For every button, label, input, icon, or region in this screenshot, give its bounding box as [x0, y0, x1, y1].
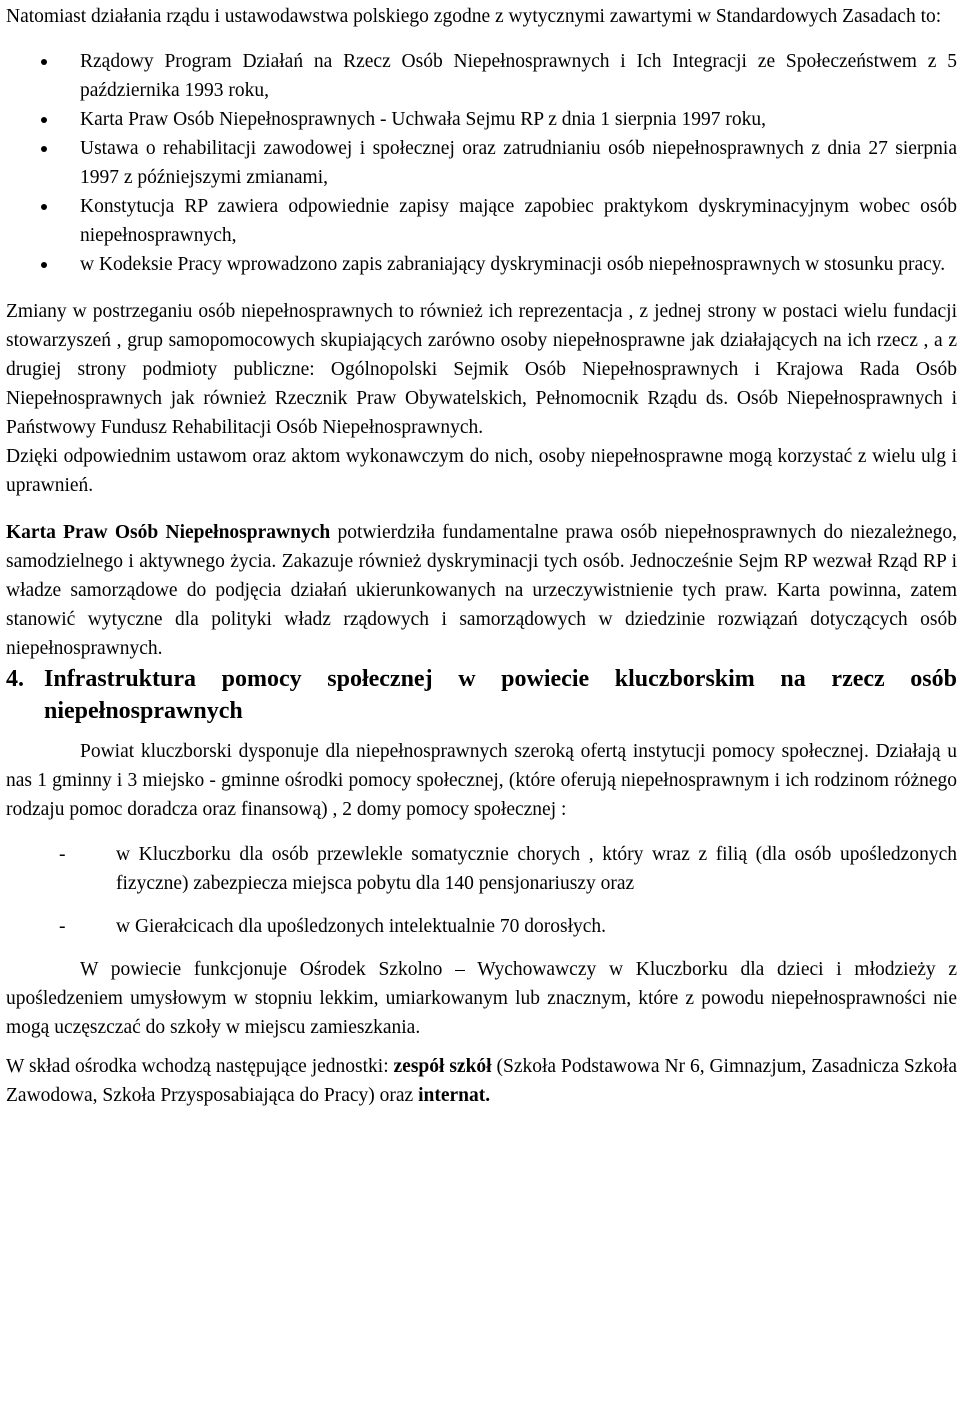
paragraph-changes: Zmiany w postrzeganiu osób niepełnosprawnych to również ich reprezentacja , z jednej strony w postaci wielu fundacji stowarzyszeń , grup samopomocowych skupiających zarówno osoby niepełnosprawne jak działających na ich rzecz , a z drugiej strony podmioty publiczne: Ogólnopolski Sejmik Osób Niepełnosprawnych i Krajowa Rada Osób Niepełnosprawnych jak również Rzecznik Praw Obywatelskich, Pełnomocnik Rządu ds. Osób Niepełnosprawnych i Państwowy Fundusz Rehabilitacji Osób Niepełnosprawnych. [6, 301, 957, 438]
section-number: 4. [6, 666, 24, 692]
karta-text: potwierdziła fundamentalne prawa osób niepełnosprawnych do niezależnego, samodzielnego i aktywnego życia. Zakazuje również dyskryminacji tych osób. Jednocześnie Sejm RP wezwał Rząd RP i władze samorządowe do podjęcia działań ukierunkowanych na urzeczywistnienie tych praw. Karta powinna, zatem stanowić wytyczne dla polityki władz rządowych i samorządowych w dziedzinie rozwiązań dotyczących osób niepełnosprawnych. [6, 522, 957, 659]
paragraph-powiat: Powiat kluczborski dysponuje dla niepełnosprawnych szeroką ofertą instytucji pomocy społecznej. Działają u nas 1 gminny i 3 miejsko - gminne ośrodki pomocy społecznej, (które oferują niepełnosprawnym i ich rodzinom różnego rodzaju pomoc doradcza oraz finansową) , 2 domy pomocy społecznej : [6, 741, 957, 820]
section-title: Infrastruktura pomocy społecznej w powiecie kluczborskim na rzecz osób niepełnosprawnych [44, 666, 957, 724]
karta-bold-title: Karta Praw Osób Niepełnosprawnych [6, 522, 331, 543]
bullet-item: w Kodeksie Pracy wprowadzono zapis zabraniający dyskryminacji osób niepełnosprawnych w stosunku pracy. [80, 250, 957, 279]
paragraph-sklad [6, 1052, 957, 1110]
paragraph-osrodek: W powiecie funkcjonuje Ośrodek Szkolno – Wychowawczy w Kluczborku dla dzieci i młodzieży z upośledzeniem umysłowym w stopniu lekkim, umiarkowanym lub znacznym, które z powodu niepełnosprawności nie mogą uczęszczać do szkoły w miejscu zamieszkania. [6, 959, 957, 1038]
sklad-text-2: (Szkoła Podstawowa Nr 6, Gimnazjum, Zasadnicza Szkoła Zawodowa, Szkoła Przysposabiająca do Pracy) oraz [6, 1056, 957, 1106]
sklad-bold-2: internat. [418, 1085, 491, 1106]
paragraph-karta [6, 518, 957, 663]
section-heading [6, 663, 957, 727]
sklad-text-1: W skład ośrodka wchodzą następujące jednostki: [6, 1056, 394, 1077]
intro-paragraph: Natomiast działania rządu i ustawodawstwa polskiego zgodne z wytycznymi zawartymi w Standardowych Zasadach to: [6, 6, 942, 27]
dash-item: - w Gierałcicach dla upośledzonych intelektualnie 70 dorosłych. [116, 912, 957, 941]
sklad-bold-1: zespół szkół [393, 1056, 492, 1077]
dash-item: - w Kluczborku dla osób przewlekle somatycznie chorych , który wraz z filią (dla osób upośledzonych fizyczne) zabezpiecza miejsca pobytu dla 140 pensjonariuszy oraz [116, 840, 957, 898]
dash-list [6, 840, 957, 941]
bullet-item: Karta Praw Osób Niepełnosprawnych - Uchwała Sejmu RP z dnia 1 sierpnia 1997 roku, [80, 105, 957, 134]
paragraph-thanks: Dzięki odpowiednim ustawom oraz aktom wykonawczym do nich, osoby niepełnosprawne mogą korzystać z wielu ulg i uprawnień. [6, 446, 957, 496]
bullet-item: Ustawa o rehabilitacji zawodowej i społecznej oraz zatrudnianiu osób niepełnosprawnych z dnia 27 sierpnia 1997 z późniejszymi zmianami, [80, 134, 957, 192]
bullet-list [6, 47, 957, 279]
bullet-item: Rządowy Program Działań na Rzecz Osób Niepełnosprawnych i Ich Integracji ze Społeczeństwem z 5 października 1993 roku, [80, 47, 957, 105]
bullet-item: Konstytucja RP zawiera odpowiednie zapisy mające zapobiec praktykom dyskryminacyjnym wobec osób niepełnosprawnych, [80, 192, 957, 250]
